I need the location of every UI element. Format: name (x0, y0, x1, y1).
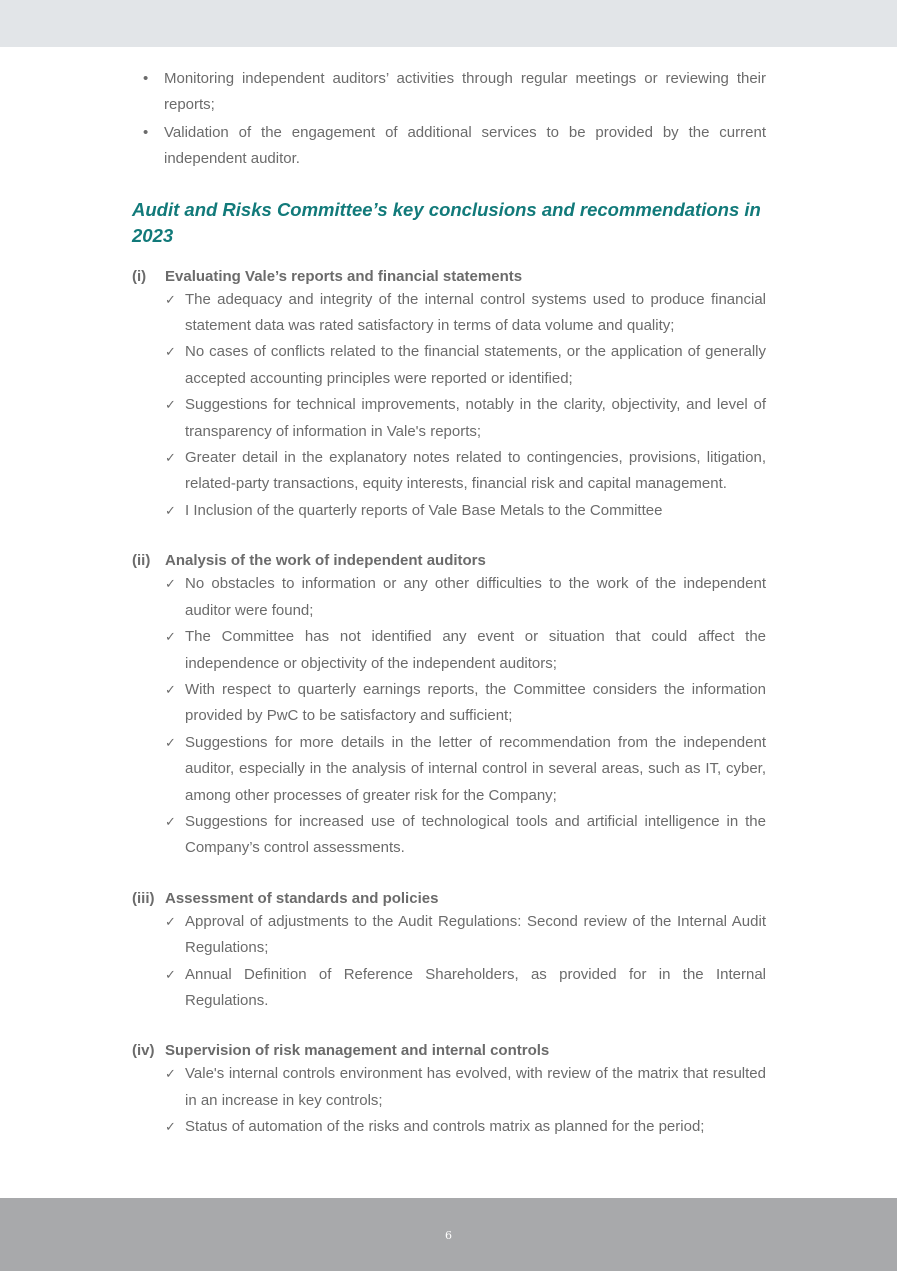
check-icon: ✓ (165, 913, 176, 929)
intro-bullet-list (132, 66, 766, 173)
check-item-text: Approval of adjustments to the Audit Regulations: Second review of the Internal Audit Regulations; (185, 912, 766, 957)
section-title: Assessment of standards and policies (165, 889, 439, 907)
check-item-text: Suggestions for increased use of technological tools and artificial intelligence in the Company’s control assessments. (185, 812, 766, 857)
check-list (132, 287, 766, 525)
section-ii (132, 551, 766, 861)
check-item-text: With respect to quarterly earnings reports, the Committee considers the information provided by PwC to be satisfactory and sufficient; (185, 680, 766, 725)
section-number: (ii) (132, 552, 151, 570)
bullet-text: Validation of the engagement of additional services to be provided by the current independent auditor. (164, 123, 766, 168)
check-item-text: Suggestions for more details in the letter of recommendation from the independent auditor, especially in the analysis of internal control in several areas, such as IT, cyber, among other processes of greater risk for the Company; (185, 733, 766, 804)
check-icon: ✓ (165, 344, 176, 360)
check-item (132, 445, 766, 498)
check-item (132, 809, 766, 862)
check-list (132, 1061, 766, 1140)
check-item-text: No obstacles to information or any other difficulties to the work of the independent auditor were found; (185, 575, 766, 619)
check-item (132, 571, 766, 624)
check-icon: ✓ (165, 450, 176, 466)
check-item-text: I Inclusion of the quarterly reports of Vale Base Metals to the Committee (185, 501, 663, 519)
check-list (132, 909, 766, 1015)
check-item-text: The Committee has not identified any event or situation that could affect the independence or objectivity of the independent auditors; (185, 628, 766, 672)
section-i (132, 267, 766, 525)
check-icon: ✓ (165, 1066, 176, 1082)
check-item-text: Greater detail in the explanatory notes related to contingencies, provisions, litigation, related-party transactions, equity interests, financial risk and capital management. (185, 449, 766, 493)
check-icon: ✓ (165, 681, 176, 697)
section-title: Supervision of risk management and internal controls (165, 1042, 550, 1060)
check-item (132, 1061, 766, 1114)
check-item-text: Annual Definition of Reference Shareholders, as provided for in the Internal Regulations. (185, 965, 766, 1009)
section-title: Analysis of the work of independent auditors (165, 552, 486, 570)
section-number: (iii) (132, 889, 155, 907)
sections (132, 267, 766, 1141)
section-iv (132, 1041, 766, 1140)
section-title-row (132, 889, 766, 909)
check-item (132, 624, 766, 677)
section-number: (i) (132, 267, 147, 285)
check-icon: ✓ (165, 1119, 176, 1135)
section-title-row (132, 1041, 766, 1061)
check-item-text: Vale's internal controls environment has evolved, with review of the matrix that resulted in an increase in key controls; (185, 1065, 766, 1109)
section-heading: Audit and Risks Committee’s key conclusions and recommendations in 2023 (132, 198, 761, 246)
bullet-item (132, 120, 766, 173)
check-icon: ✓ (165, 966, 176, 982)
section-iii (132, 889, 766, 1015)
check-icon: ✓ (165, 813, 176, 829)
check-icon: ✓ (165, 397, 176, 413)
section-number: (iv) (132, 1042, 155, 1060)
top-bar (0, 0, 897, 47)
page-number: 6 (445, 1229, 452, 1242)
check-icon: ✓ (165, 629, 176, 645)
check-item-text: Status of automation of the risks and controls matrix as planned for the period; (185, 1118, 705, 1136)
check-item (132, 909, 766, 962)
section-title-row (132, 267, 766, 287)
page-footer (0, 1198, 897, 1271)
check-item (132, 677, 766, 730)
bullet-text: Monitoring independent auditors’ activities through regular meetings or reviewing their reports; (164, 70, 766, 114)
check-item-text: The adequacy and integrity of the internal control systems used to produce financial statement data was rated satisfactory in terms of data volume and quality; (185, 290, 766, 335)
check-item (132, 1114, 766, 1140)
check-item-text: Suggestions for technical improvements, notably in the clarity, objectivity, and level of transparency of information in Vale's reports; (185, 396, 766, 440)
bullet-icon: • (143, 70, 149, 87)
check-item (132, 498, 766, 524)
check-icon: ✓ (165, 502, 176, 518)
page-content (132, 66, 766, 1168)
check-item (132, 287, 766, 340)
section-title: Evaluating Vale’s reports and financial statements (165, 267, 523, 285)
check-item (132, 962, 766, 1015)
check-item-text: No cases of conflicts related to the financial statements, or the application of generally accepted accounting principles were reported or identified; (185, 343, 766, 387)
bullet-icon: • (143, 123, 149, 141)
check-list (132, 571, 766, 861)
check-icon: ✓ (165, 734, 176, 750)
section-title-row (132, 551, 766, 571)
bullet-item (132, 66, 766, 119)
check-item (132, 339, 766, 392)
check-icon: ✓ (165, 291, 176, 307)
check-item (132, 392, 766, 445)
check-item (132, 730, 766, 809)
check-icon: ✓ (165, 576, 176, 592)
